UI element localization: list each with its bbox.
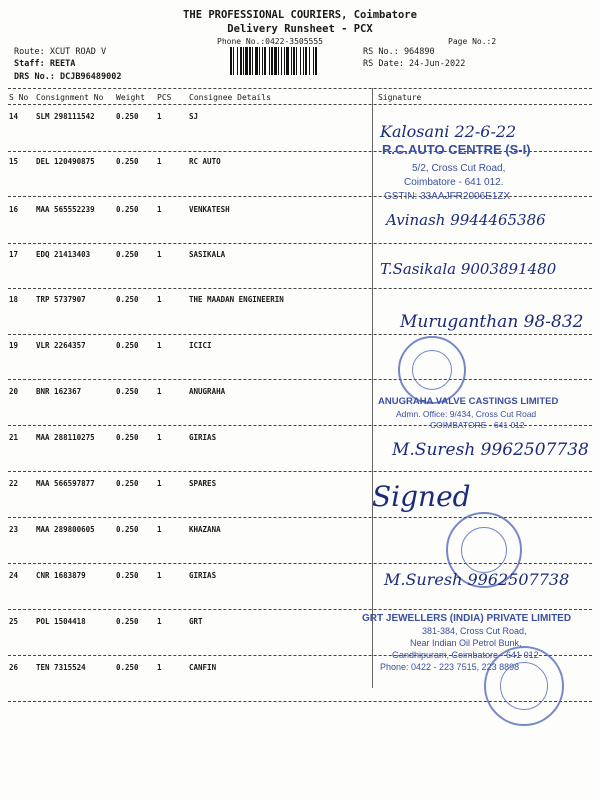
col-sno: S No (9, 93, 29, 102)
row-rule (8, 243, 592, 244)
row-rule (8, 334, 592, 335)
page-number: Page No.:2 (448, 37, 497, 46)
barcode (230, 47, 360, 75)
row-rule (8, 609, 592, 610)
header-top-rule (8, 88, 592, 89)
grt-stamp-name: GRT JEWELLERS (INDIA) PRIVATE LIMITED (362, 613, 572, 624)
signature-row14: Kalosani 22-6-22 (380, 122, 517, 141)
anugraha-stamp-address: Admn. Office: 9/434, Cross Cut Road (396, 409, 537, 419)
col-consignee: Consignee Details (189, 93, 271, 102)
signature-row21: M.Suresh 9962507738 (392, 440, 589, 460)
rc-auto-stamp-address: 5/2, Cross Cut Road, (412, 163, 506, 174)
col-pcs: PCS (157, 93, 172, 102)
grt-stamp-phone: Phone: 0422 - 223 7515, 223 8898 (380, 662, 520, 672)
header-bottom-rule (8, 104, 592, 105)
signature-row24: M.Suresh 9962507738 (384, 570, 570, 589)
rs-date: RS Date: 24-Jun-2022 (363, 59, 466, 69)
grt-stamp-landmark: Near Indian Oil Petrol Bunk, (410, 638, 522, 648)
rc-auto-stamp-gstin: GSTIN: 33AAJFR2006E1ZX (384, 191, 511, 202)
signature-row18: Muruganthan 98-832 (400, 312, 584, 332)
rc-auto-stamp-name: R.C.AUTO CENTRE (S-I) (382, 142, 531, 157)
col-signature: Signature (378, 93, 422, 102)
grt-stamp-city: Gandhipuram, Coimbatore - 641 012 (392, 650, 539, 660)
rc-auto-stamp-city: Coimbatore - 641 012. (404, 177, 504, 188)
signature-row16: Avinash 9944465386 (386, 211, 546, 229)
grt-stamp-address: 381-384, Cross Cut Road, (422, 626, 527, 636)
rs-number: RS No.: 964890 (363, 47, 435, 57)
canfin-seal (484, 646, 564, 726)
runsheet-subtitle: Delivery Runsheet - PCX (227, 23, 373, 35)
company-title: THE PROFESSIONAL COURIERS, Coimbatore (183, 9, 417, 21)
col-weight: Weight (116, 93, 145, 102)
signature-row17: T.Sasikala 9003891480 (380, 260, 557, 278)
drs-number: DRS No.: DCJB96489002 (14, 72, 122, 82)
icici-seal (398, 336, 466, 404)
staff-label: Staff: REETA (14, 59, 76, 69)
signature-column-divider (372, 88, 373, 688)
row-rule (8, 379, 592, 380)
phone-number: Phone No.:0422-3505555 (217, 37, 323, 46)
route-label: Route: XCUT ROAD V (14, 47, 107, 57)
anugraha-stamp-name: ANUGRAHA VALVE CASTINGS LIMITED (378, 396, 559, 407)
row-rule (8, 288, 592, 289)
col-consignment: Consignment No (36, 93, 104, 102)
anugraha-stamp-city: COIMBATORE - 641 012 (430, 420, 525, 430)
barcode-bar (317, 47, 318, 75)
row-rule (8, 471, 592, 472)
signature-row22: Signed (372, 480, 471, 513)
